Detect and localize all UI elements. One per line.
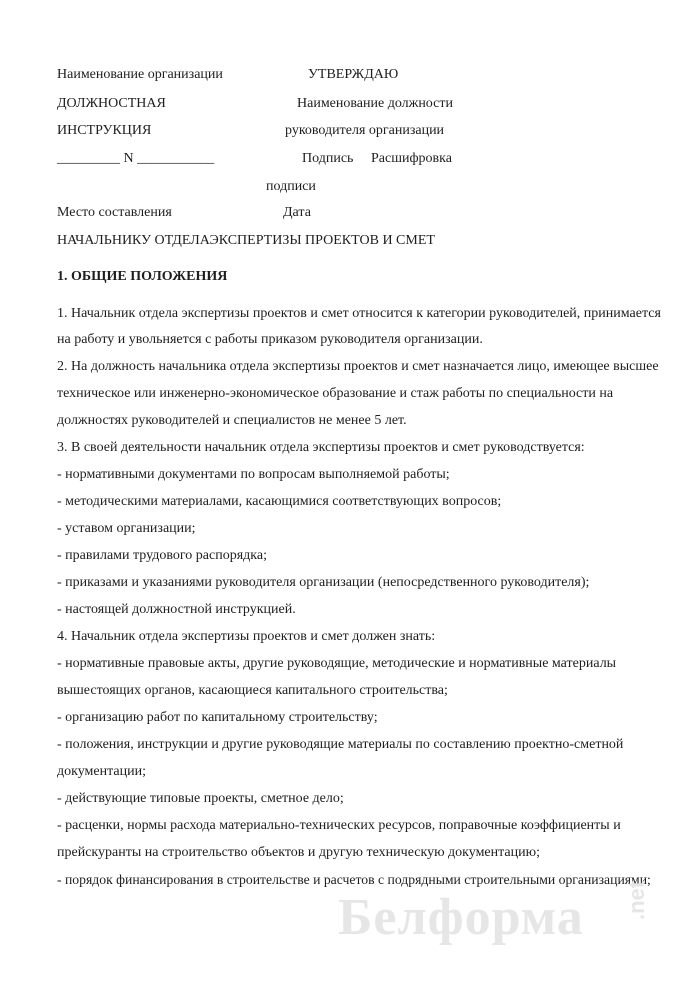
list-item: - порядок финансирования в строительстве и расчетов с подрядными строительными организациями; [57, 872, 651, 887]
approve-label: УТВЕРЖДАЮ [308, 67, 399, 82]
list-item: - методическими материалами, касающимися соответствующих вопросов; [57, 494, 502, 509]
list-item: - нормативными документами по вопросам выполняемой работы; [57, 467, 450, 482]
body-line: 3. В своей деятельности начальник отдела экспертизы проектов и смет руководствуется: [57, 440, 585, 455]
doc-type-line-2: ИНСТРУКЦИЯ [57, 123, 152, 138]
date-label: Дата [283, 205, 311, 220]
org-name-label: Наименование организации [57, 67, 223, 82]
doc-type-line-1: ДОЛЖНОСТНАЯ [57, 96, 166, 111]
head-of-org-label: руководителя организации [285, 123, 445, 138]
body-line: должностях руководителей и специалистов не менее 5 лет. [57, 413, 407, 428]
body-line: прейскуранты на строительство объектов и другую техническую документацию; [57, 845, 540, 860]
body-line: техническое или инженерно-экономическое образование и стаж работы по специальности на [57, 386, 614, 401]
body-line: на работу и увольняется с работы приказом руководителя организации. [57, 332, 483, 347]
document-title: НАЧАЛЬНИКУ ОТДЕЛАЭКСПЕРТИЗЫ ПРОЕКТОВ И СМЕТ [57, 233, 435, 248]
list-item: - настоящей должностной инструкцией. [57, 602, 296, 617]
body-line: 4. Начальник отдела экспертизы проектов и смет должен знать: [57, 629, 436, 644]
watermark-logo: Белформа [338, 889, 584, 946]
document-number-line: _________ N ___________ [57, 151, 215, 166]
signature-of-label: подписи [266, 179, 316, 194]
list-item: - нормативные правовые акты, другие руководящие, методические и нормативные материалы [57, 656, 617, 671]
list-item: - организацию работ по капитальному строительству; [57, 710, 378, 725]
list-item: - расценки, нормы расхода материально-технических ресурсов, поправочные коэффициенты и [57, 818, 621, 833]
section-heading: 1. ОБЩИЕ ПОЛОЖЕНИЯ [57, 269, 228, 284]
body-line: 2. На должность начальника отдела экспертизы проектов и смет назначается лицо, имеющее высшее [57, 359, 659, 374]
list-item: - положения, инструкции и другие руководящие материалы по составлению проектно-сметной [57, 737, 624, 752]
signature-label: Подпись [302, 151, 354, 166]
signature-decoding-label: Расшифровка [371, 151, 452, 166]
list-item: - приказами и указаниями руководителя организации (непосредственного руководителя); [57, 575, 590, 590]
list-item: - уставом организации; [57, 521, 196, 536]
list-item: - действующие типовые проекты, сметное дело; [57, 791, 344, 806]
list-item: - правилами трудового распорядка; [57, 548, 267, 563]
watermark-domain: .net [624, 880, 649, 920]
place-label: Место составления [57, 205, 172, 220]
body-line: документации; [57, 764, 146, 779]
position-name-label: Наименование должности [297, 96, 453, 111]
body-line: 1. Начальник отдела экспертизы проектов и смет относится к категории руководителей, принимается [57, 306, 661, 321]
body-line: вышестоящих органов, касающиеся капитального строительства; [57, 683, 448, 698]
